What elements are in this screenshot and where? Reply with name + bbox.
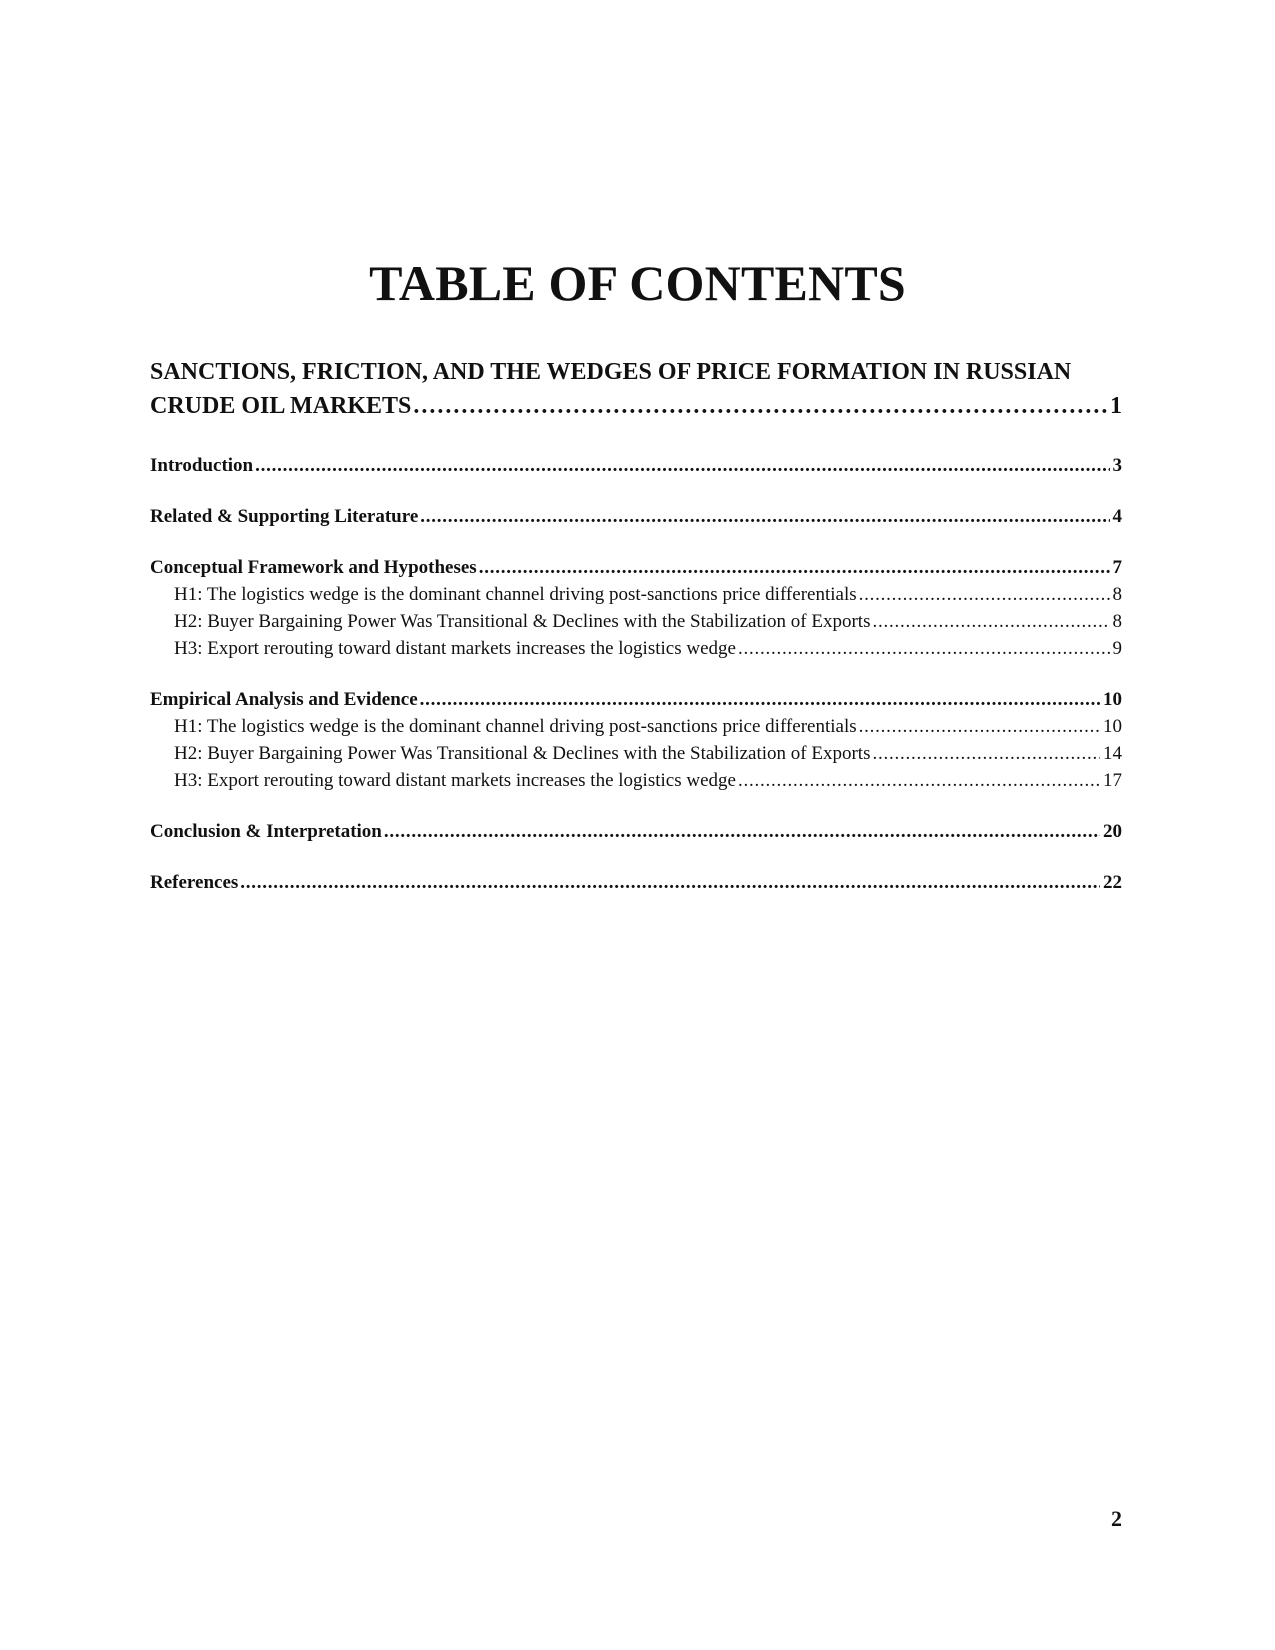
dot-leader	[859, 713, 1100, 740]
toc-subentry-empirical-h1[interactable]	[150, 713, 1122, 740]
toc-subentry-framework-h2[interactable]	[150, 608, 1122, 635]
toc-entry-page: 22	[1103, 872, 1122, 893]
toc-subentry-page: 14	[1103, 743, 1122, 764]
toc-subentry-framework-h1[interactable]	[150, 581, 1122, 608]
toc-subentry-page: 17	[1103, 770, 1122, 791]
toc-entry-page: 3	[1112, 455, 1122, 476]
toc-entry-page: 10	[1103, 689, 1122, 710]
dot-leader	[872, 740, 1100, 767]
toc-entry-label: Introduction	[150, 455, 254, 476]
toc-main-entry-title-line1: SANCTIONS, FRICTION, AND THE WEDGES OF PRICE FORMATION IN RUSSIAN	[150, 359, 1072, 385]
toc-subentry-page: 8	[1112, 584, 1122, 605]
toc-subentry-page: 9	[1112, 638, 1122, 659]
table-of-contents	[150, 355, 1122, 896]
toc-entry-literature[interactable]	[150, 504, 1122, 530]
toc-main-entry-line2	[150, 389, 1122, 423]
page-number: 2	[1111, 1506, 1122, 1531]
toc-entry-introduction[interactable]	[150, 453, 1122, 479]
toc-main-entry-title-line2: CRUDE OIL MARKETS	[150, 393, 412, 419]
dot-leader	[420, 687, 1100, 713]
dot-leader	[413, 389, 1107, 423]
toc-entry-label: Conceptual Framework and Hypotheses	[150, 557, 477, 578]
toc-entry-conceptual-framework[interactable]	[150, 555, 1122, 581]
dot-leader	[872, 608, 1109, 635]
toc-subentry-page: 10	[1103, 716, 1122, 737]
toc-entry-page: 7	[1112, 557, 1122, 578]
toc-entry-label: Related & Supporting Literature	[150, 506, 419, 527]
dot-leader	[255, 453, 1109, 479]
toc-main-entry[interactable]	[150, 355, 1122, 423]
dot-leader	[738, 767, 1100, 794]
toc-subentry-label: H3: Export rerouting toward distant markets increases the logistics wedge	[174, 770, 736, 791]
dot-leader	[738, 635, 1110, 662]
toc-entry-label: References	[150, 872, 239, 893]
toc-subentry-label: H3: Export rerouting toward distant markets increases the logistics wedge	[174, 638, 736, 659]
toc-main-entry-page: 1	[1110, 393, 1122, 419]
toc-entry-page: 20	[1103, 821, 1122, 842]
dot-leader	[420, 504, 1109, 530]
toc-subentry-empirical-h2[interactable]	[150, 740, 1122, 767]
dot-leader	[384, 819, 1100, 845]
toc-entry-references[interactable]	[150, 870, 1122, 896]
dot-leader	[859, 581, 1110, 608]
toc-entry-conclusion[interactable]	[150, 819, 1122, 845]
toc-subentry-empirical-h3[interactable]	[150, 767, 1122, 794]
toc-entry-page: 4	[1112, 506, 1122, 527]
page-title: TABLE OF CONTENTS	[369, 255, 906, 311]
toc-entry-label: Conclusion & Interpretation	[150, 821, 382, 842]
toc-subentry-label: H2: Buyer Bargaining Power Was Transitional & Declines with the Stabilization of Exports	[174, 743, 871, 764]
dot-leader	[479, 555, 1110, 581]
toc-subentry-label: H2: Buyer Bargaining Power Was Transitional & Declines with the Stabilization of Exports	[174, 611, 871, 632]
toc-entry-label: Empirical Analysis and Evidence	[150, 689, 418, 710]
toc-subentry-page: 8	[1112, 611, 1122, 632]
toc-entry-empirical-analysis[interactable]	[150, 687, 1122, 713]
dot-leader	[240, 870, 1100, 896]
toc-subentry-framework-h3[interactable]	[150, 635, 1122, 662]
toc-subentry-label: H1: The logistics wedge is the dominant channel driving post-sanctions price differentials	[174, 584, 857, 605]
toc-subentry-label: H1: The logistics wedge is the dominant channel driving post-sanctions price differentials	[174, 716, 857, 737]
